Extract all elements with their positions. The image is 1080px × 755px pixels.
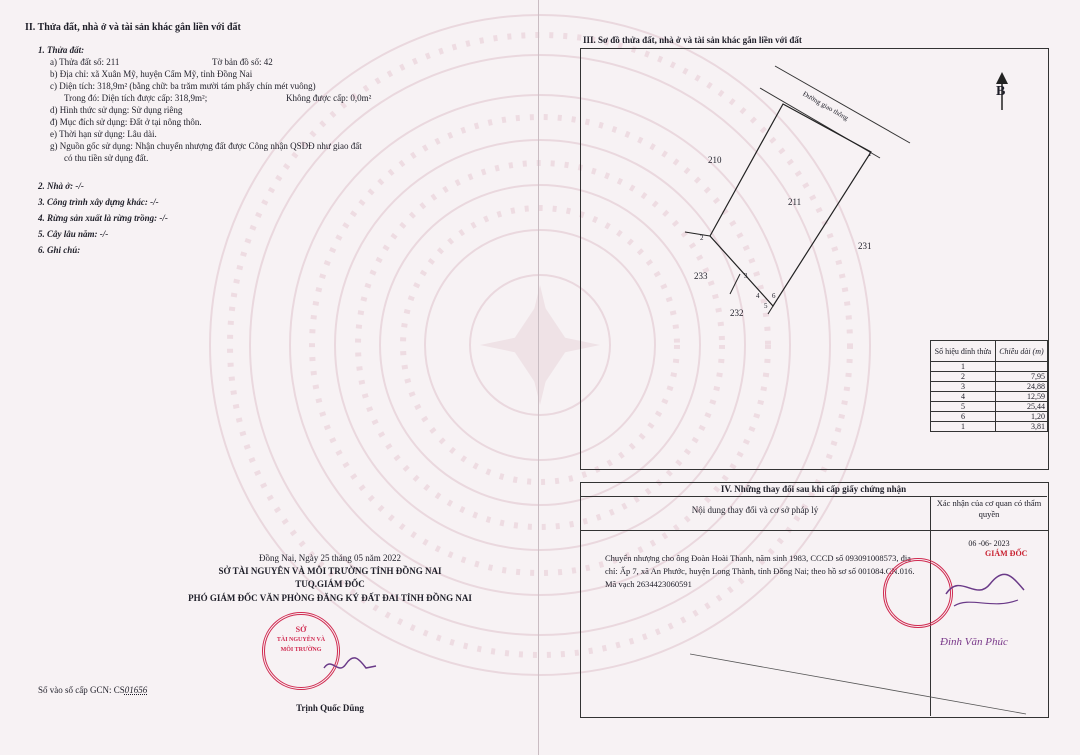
change-date: 06 -06- 2023	[968, 539, 1010, 548]
north-label: B	[996, 84, 1006, 99]
row-length: 25,44	[995, 402, 1047, 412]
edge-length-table	[930, 340, 1048, 432]
table-row	[931, 362, 1048, 372]
land-heading: 1. Thửa đất:	[38, 45, 85, 55]
item-construction: 3. Công trình xây dựng khác: -/-	[38, 197, 159, 207]
usage-purpose: đ) Mục đích sử dụng: Đất ở tại nông thôn.	[50, 117, 202, 127]
register-label-text: Số vào sổ cấp GCN: CS	[38, 685, 125, 695]
parcel-number: a) Thửa đất số: 211	[50, 57, 120, 67]
register-label	[38, 684, 147, 696]
parcel-label-231: 231	[858, 241, 872, 251]
map-sheet-number: Tờ bản đồ số: 42	[212, 57, 273, 67]
row-length	[995, 362, 1047, 372]
vertex-6: 6	[772, 292, 776, 300]
item-forest: 4. Rừng sản xuất là rừng trồng: -/-	[38, 213, 168, 223]
item-perennial: 5. Cây lâu năm: -/-	[38, 229, 109, 239]
road-label: Đường giao thông	[801, 89, 850, 123]
change-entry-text: Chuyển nhượng cho ông Đoàn Hoài Thanh, năm sinh 1983, CCCD số 093091008573, địa chỉ: Ấp 7, xã An Phước, huyện Long Thành, tỉnh Đồng Nai; theo hồ sơ số 001084.CN.016. Mã vạch 2634423060591	[605, 553, 915, 589]
road-edge-1	[775, 66, 910, 143]
row-point: 1	[931, 362, 996, 372]
table-row	[931, 382, 1048, 392]
changes-col-content: Nội dung thay đổi và cơ sở pháp lý	[691, 505, 819, 515]
changes-col-confirm: Xác nhận của cơ quan có thẩm quyền	[936, 498, 1042, 519]
table-header-length: Chiều dài (m)	[995, 341, 1047, 362]
parcel-label-232: 232	[730, 308, 744, 318]
parcel-label-233: 233	[694, 271, 708, 281]
table-header-point: Số hiệu đỉnh thửa	[931, 341, 996, 362]
neighbor-edge-3	[768, 306, 773, 314]
page-fold	[538, 0, 539, 755]
org-line-3: PHÓ GIÁM ĐỐC VĂN PHÒNG ĐĂNG KÝ ĐẤT ĐAI TỈNH ĐỒNG NAI	[188, 593, 472, 603]
section-iii-title: III. Sơ đồ thửa đất, nhà ở và tài sản khác gắn liền với đất	[583, 35, 802, 45]
parcel-label-210: 210	[708, 155, 722, 165]
neighbor-edge-2	[730, 274, 740, 294]
row-point: 1	[931, 422, 996, 432]
table-row	[931, 392, 1048, 402]
row-point: 6	[931, 412, 996, 422]
neighbor-edge-1	[685, 232, 710, 236]
row-point: 3	[931, 382, 996, 392]
row-length: 7,95	[995, 372, 1047, 382]
vertex-5: 5	[764, 302, 768, 310]
table-row	[931, 422, 1048, 432]
vertex-4: 4	[756, 292, 760, 300]
usage-form: d) Hình thức sử dụng: Sử dụng riêng	[50, 105, 183, 115]
row-point: 5	[931, 402, 996, 412]
signer-name-right: Đinh Văn Phúc	[940, 636, 1008, 648]
row-point: 2	[931, 372, 996, 382]
table-row	[931, 372, 1048, 382]
org-line-2: TUQ.GIÁM ĐỐC	[295, 579, 365, 589]
item-notes: 6. Ghi chú:	[38, 245, 81, 255]
row-point: 4	[931, 392, 996, 402]
row-length: 3,81	[995, 422, 1047, 432]
director-label: GIÁM ĐỐC	[985, 549, 1028, 558]
parcel-label-211: 211	[788, 197, 802, 207]
usage-origin-cont: có thu tiền sử dụng đất.	[64, 153, 149, 163]
seal-text-mid: TÀI NGUYÊN VÀ	[276, 637, 326, 643]
signer-name: Trịnh Quốc Dũng	[296, 703, 364, 713]
usage-term: e) Thời hạn sử dụng: Lâu dài.	[50, 129, 157, 139]
row-length: 24,88	[995, 382, 1047, 392]
vertex-3: 3	[744, 272, 748, 280]
register-value: 01656	[124, 685, 148, 695]
seal-text-bot: MÔI TRƯỜNG	[280, 647, 322, 653]
table-row	[931, 402, 1048, 412]
issue-date: Đồng Nai, Ngày 25 tháng 05 năm 2022	[259, 553, 401, 563]
north-arrow-head	[996, 72, 1008, 84]
org-line-1: SỞ TÀI NGUYÊN VÀ MÔI TRƯỜNG TỈNH ĐỒNG NAI	[218, 566, 442, 576]
signature-left	[320, 650, 380, 680]
row-length: 12,59	[995, 392, 1047, 402]
signature-right	[940, 562, 1030, 622]
vertex-1: 1	[868, 150, 872, 158]
area-not-granted: Không được cấp: 0,0m²	[286, 93, 372, 103]
row-length: 1,20	[995, 412, 1047, 422]
address: b) Địa chỉ: xã Xuân Mỹ, huyện Cẩm Mỹ, tỉnh Đồng Nai	[50, 69, 253, 79]
cross-out-line	[690, 648, 1030, 718]
vertex-2: 2	[700, 234, 704, 242]
section-ii-title: II. Thửa đất, nhà ở và tài sản khác gắn liền với đất	[25, 22, 241, 33]
seal-text-top: SỞ	[295, 625, 307, 634]
item-house: 2. Nhà ở: -/-	[38, 181, 84, 191]
changes-header-divider	[580, 530, 1048, 531]
table-row	[931, 412, 1048, 422]
area-granted: Trong đó: Diện tích được cấp: 318,9m²;	[64, 93, 208, 103]
area: c) Diện tích: 318,9m² (bằng chữ: ba trăm mười tám phẩy chín mét vuông)	[50, 81, 316, 91]
changes-title: IV. Những thay đổi sau khi cấp giấy chứng nhận	[580, 482, 1047, 497]
usage-origin: g) Nguồn gốc sử dụng: Nhận chuyển nhượng đất được Công nhận QSDĐ như giao đất	[50, 141, 362, 151]
